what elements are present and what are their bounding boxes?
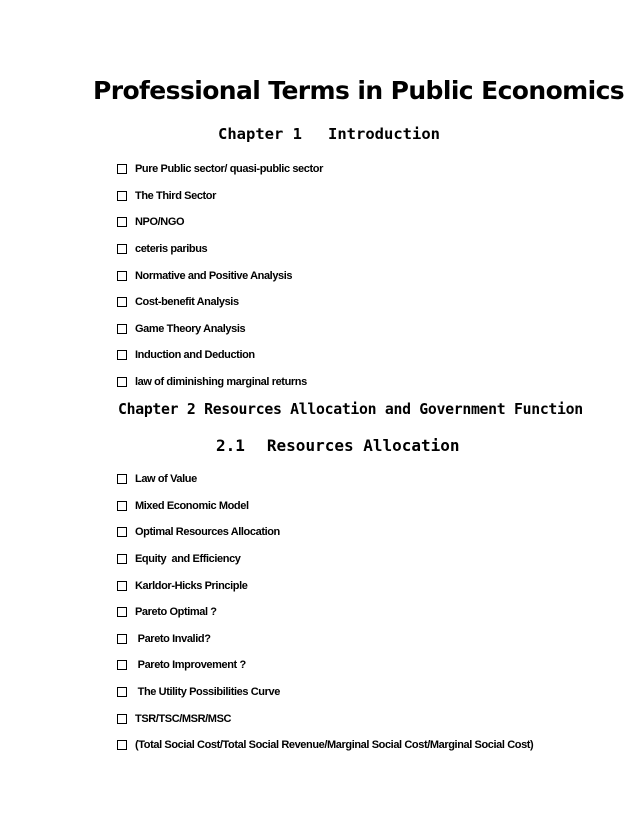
document-title: Professional Terms in Public Economics [93,76,625,105]
chapter-1-heading [218,125,440,143]
checkbox-square-icon [117,217,127,227]
checkbox-square-icon [117,164,127,174]
list-item: Optimal Resources Allocation [117,519,533,546]
chapter-1-term-list [117,156,323,395]
list-item: Pareto Improvement ? [117,652,533,679]
list-item: Cost-benefit Analysis [117,289,323,316]
checkbox-square-icon [117,607,127,617]
chapter-1-label: Chapter 1 [218,125,302,143]
section-2-1-heading [216,436,460,455]
list-item: Mixed Economic Model [117,493,533,520]
checkbox-square-icon [117,634,127,644]
checkbox-square-icon [117,581,127,591]
checkbox-square-icon [117,474,127,484]
list-item: Normative and Positive Analysis [117,262,323,289]
checkbox-square-icon [117,527,127,537]
section-2-1-term-list [117,466,533,759]
checkbox-square-icon [117,324,127,334]
checkbox-square-icon [117,660,127,670]
list-item: ceteris paribus [117,236,323,263]
chapter-1-title: Introduction [328,125,440,143]
list-item: TSR/TSC/MSR/MSC [117,705,533,732]
checkbox-square-icon [117,740,127,750]
list-item: Induction and Deduction [117,342,323,369]
list-item: Karldor-Hicks Principle [117,572,533,599]
list-item: NPO/NGO [117,209,323,236]
list-item: Pareto Optimal ? [117,599,533,626]
list-item: law of diminishing marginal returns [117,369,323,396]
list-item: Equity and Efficiency [117,546,533,573]
checkbox-square-icon [117,271,127,281]
checkbox-square-icon [117,501,127,511]
checkbox-square-icon [117,350,127,360]
list-item: Pareto Invalid? [117,626,533,653]
chapter-2-heading: Chapter 2 Resources Allocation and Government Function [118,401,583,418]
checkbox-square-icon [117,297,127,307]
list-item: Game Theory Analysis [117,316,323,343]
list-item: The Utility Possibilities Curve [117,679,533,706]
section-number: 2.1 [216,436,245,455]
section-title: Resources Allocation [266,436,460,455]
checkbox-square-icon [117,554,127,564]
list-item: Pure Public sector/ quasi-public sector [117,156,323,183]
list-item: Law of Value [117,466,533,493]
list-item: The Third Sector [117,183,323,210]
checkbox-square-icon [117,191,127,201]
checkbox-square-icon [117,714,127,724]
checkbox-square-icon [117,377,127,387]
checkbox-square-icon [117,687,127,697]
checkbox-square-icon [117,244,127,254]
list-item: (Total Social Cost/Total Social Revenue/Marginal Social Cost/Marginal Social Cost) [117,732,533,759]
